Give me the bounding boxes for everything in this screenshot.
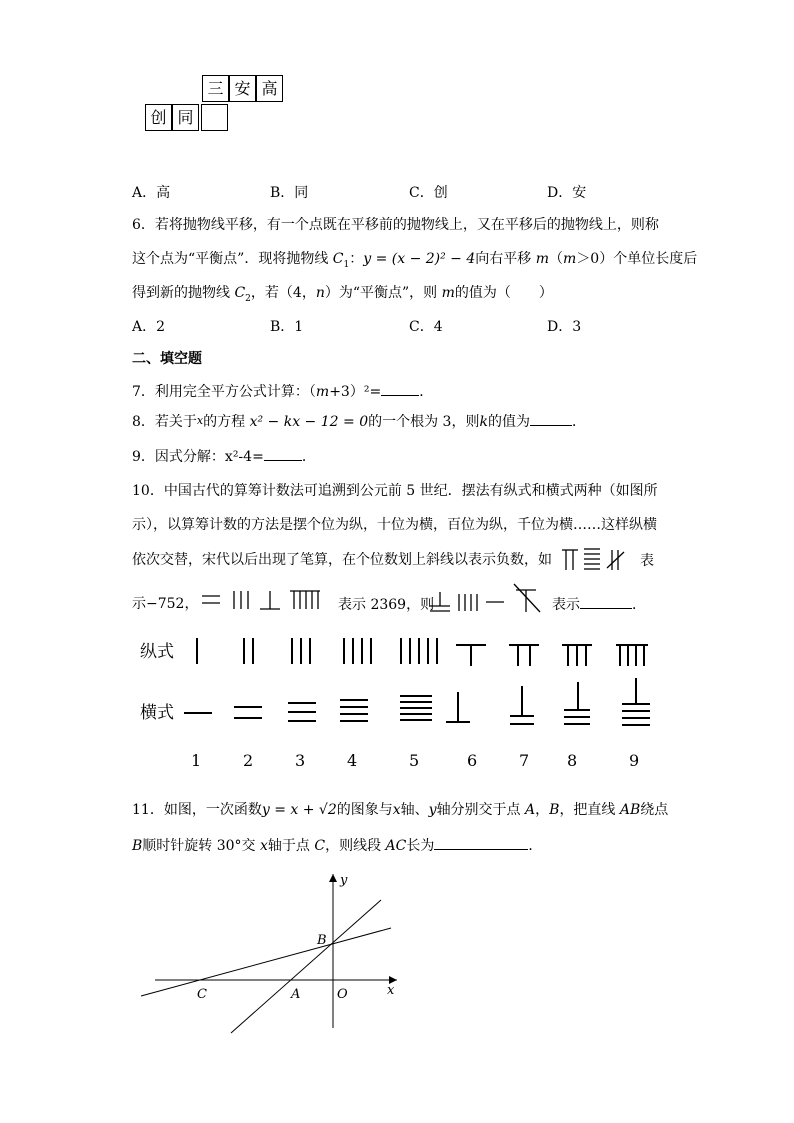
label-c: C xyxy=(197,987,207,1002)
digit-label: 9 xyxy=(629,751,640,770)
digit-label: 4 xyxy=(347,751,358,770)
line-ab xyxy=(231,900,381,1033)
rod-number-2369 xyxy=(198,585,328,615)
digit-label: 2 xyxy=(243,751,254,770)
net-cell: 创 xyxy=(145,104,172,131)
row-label-zong: 纵式 xyxy=(140,642,174,662)
q6-line2: 这个点为“平衡点”．现将抛物线 $C_1$：y = (x − 2)² − 4向右平移 m（m＞0）个单位长度后 xyxy=(132,251,698,270)
q9: 9．因式分解：x²-4= ． xyxy=(132,446,316,467)
digit-label: 6 xyxy=(467,751,478,770)
q6-formula: y = (x − 2)² − 4 xyxy=(363,251,476,267)
label-a: A xyxy=(291,987,301,1002)
q6-option-c[interactable]: C．4 xyxy=(409,319,443,335)
digit-label: 1 xyxy=(191,751,202,770)
q6-line1: 6．若将抛物线平移，有一个点既在平移前的抛物线上，又在平移后的抛物线上，则称 xyxy=(132,217,659,233)
q5-option-c[interactable]: C．创 xyxy=(409,185,448,201)
q6-line3: 得到新的抛物线 $C_2$，若（4，n）为“平衡点”，则 m的值为（ ） xyxy=(132,285,553,304)
label-o: O xyxy=(337,987,348,1002)
rod-numeral-table xyxy=(170,630,690,745)
q8-answer-blank[interactable] xyxy=(530,411,572,426)
label-y: y xyxy=(340,873,348,888)
q10-line4: 示−752， xyxy=(132,596,199,612)
q11-line2: B顺时针旋转 30°交 x轴于点 C，则线段 AC长为 ． xyxy=(132,835,542,856)
section-heading-fill-in: 二、填空题 xyxy=(132,351,202,367)
q10-line4-end: 表示 ． xyxy=(552,594,646,614)
q10-line3: 依次交替，宋代以后出现了笔算，在个位数划上斜线以表示负数，如 xyxy=(132,552,552,568)
q10-line1: 10．中国古代的算筹计数法可追溯到公元前 5 世纪．摆法有纵式和横式两种（如图所 xyxy=(132,483,658,499)
digit-label: 8 xyxy=(567,751,578,770)
net-cell xyxy=(201,104,228,131)
q10-answer-blank[interactable] xyxy=(580,594,632,609)
q5-option-d[interactable]: D．安 xyxy=(547,185,587,201)
net-cell: 同 xyxy=(172,104,199,131)
digit-label: 5 xyxy=(409,751,420,770)
q5-option-b[interactable]: B．同 xyxy=(270,185,309,201)
q8: 8．若关于$^x$的方程 x² − kx − 12 = 0的一个根为 3，则k的值为 ． xyxy=(132,411,586,432)
q9-answer-blank[interactable] xyxy=(264,446,302,461)
q11-line1: 11．如图，一次函数y = x + √2的图象与x轴、y轴分别交于点 A，B，把直线 AB绕点 xyxy=(132,802,669,818)
q6-option-a[interactable]: A．2 xyxy=(132,319,166,335)
q11-coordinate-figure xyxy=(135,868,410,1038)
y-axis-arrow xyxy=(329,874,337,882)
label-x: x xyxy=(387,983,395,998)
q7-answer-blank[interactable] xyxy=(381,381,419,396)
net-cell: 高 xyxy=(256,75,283,102)
q5-option-a[interactable]: A．高 xyxy=(132,185,171,201)
label-b: B xyxy=(317,933,327,948)
digit-label: 7 xyxy=(519,751,530,770)
rod-number-unknown xyxy=(426,582,548,616)
digit-label: 3 xyxy=(295,751,306,770)
rod-number-neg752 xyxy=(560,546,640,574)
line-bc xyxy=(141,928,391,996)
net-cell: 三 xyxy=(202,75,229,102)
q7: 7．利用完全平方公式计算：（m+3）²= ． xyxy=(132,381,433,402)
q10-line4-mid: 表示 2369，则 xyxy=(338,597,435,613)
q10-line3-end: 表 xyxy=(640,553,654,569)
row-label-heng: 横式 xyxy=(140,703,174,723)
q6-option-b[interactable]: B．1 xyxy=(270,319,304,335)
q6-option-d[interactable]: D．3 xyxy=(547,319,582,335)
q11-answer-blank[interactable] xyxy=(434,835,528,850)
net-cell: 安 xyxy=(229,75,256,102)
q10-line2: 示），以算筹计数的方法是摆个位为纵，十位为横，百位为纵，千位为横……这样纵横 xyxy=(132,517,657,533)
